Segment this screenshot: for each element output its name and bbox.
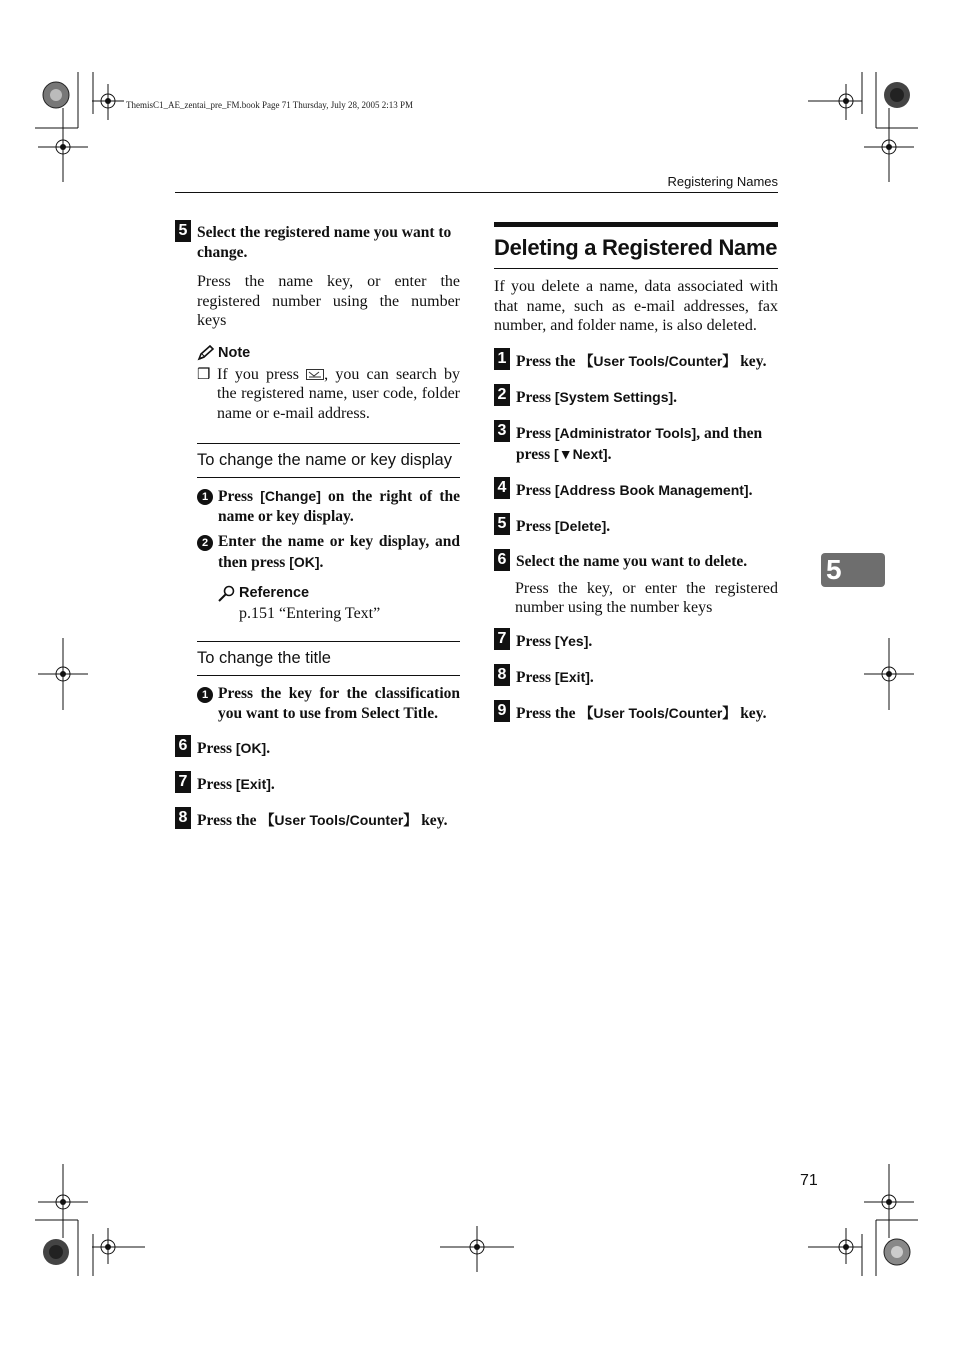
step-5-body: Press the name key, or enter the registered number using the number keys xyxy=(197,273,460,330)
step-text: Select the registered name you want to change. xyxy=(197,224,452,261)
reference-block xyxy=(218,585,460,624)
step-number: 2 xyxy=(494,384,510,406)
user-tools-counter-key-label: 【User Tools/Counter】 xyxy=(579,704,737,721)
subsection-rule-bottom xyxy=(197,477,460,478)
step-number: 8 xyxy=(175,807,191,829)
delete-step-5: 5 Press [Delete]. xyxy=(494,513,778,537)
subsection-title-change-title: To change the title xyxy=(197,649,331,668)
exit-key-label: [Exit] xyxy=(554,668,590,685)
note-checkbox-icon: ❒ xyxy=(197,366,211,383)
subsection2-rule-bottom xyxy=(197,675,460,676)
step-number: 7 xyxy=(175,771,191,793)
reference-title: Reference xyxy=(239,585,310,602)
pencil-note-icon xyxy=(197,345,215,361)
chapter-tab: 5 xyxy=(821,553,885,587)
address-book-management-key-label: [Address Book Management] xyxy=(554,481,749,498)
subsection-rule-top xyxy=(197,443,460,444)
delete-step-8: 8 Press [Exit]. xyxy=(494,664,778,688)
step-6: 6 Press [OK]. xyxy=(175,735,460,759)
user-tools-counter-key-label: 【User Tools/Counter】 xyxy=(579,352,737,369)
step-number: 5 xyxy=(494,513,510,535)
system-settings-key-label: [System Settings] xyxy=(554,388,674,405)
delete-step-1: 1 Press the 【User Tools/Counter】 key. xyxy=(494,348,778,372)
step-number: 4 xyxy=(494,477,510,499)
step-number: 5 xyxy=(175,220,191,242)
step-number: 7 xyxy=(494,628,510,650)
yes-key-label: [Yes] xyxy=(554,632,589,649)
note-text: If you press , you can search by the registered name, user code, folder name or e-mail address. xyxy=(217,365,460,422)
ok-key-label: [OK] xyxy=(289,553,320,570)
substep-number: 1 xyxy=(197,687,213,703)
delete-step-7: 7 Press [Yes]. xyxy=(494,628,778,652)
search-key-icon xyxy=(306,369,324,380)
change-key-label: [Change] xyxy=(260,487,321,504)
section-rule-thick xyxy=(494,222,778,227)
delete-key-label: [Delete] xyxy=(554,517,607,534)
section-rule-thin xyxy=(494,268,778,269)
delete-step-6-body: Press the key, or enter the registered number using the number keys xyxy=(515,579,778,617)
substep-2: 2 Enter the name or key display, and then press [OK]. xyxy=(197,532,460,573)
step-number: 8 xyxy=(494,664,510,686)
step-number: 1 xyxy=(494,348,510,370)
exit-key-label: [Exit] xyxy=(235,776,271,793)
reference-text: p.151 “Entering Text” xyxy=(239,604,381,622)
user-tools-counter-key-label: 【User Tools/Counter】 xyxy=(260,812,418,829)
delete-step-2: 2 Press [System Settings]. xyxy=(494,384,778,408)
next-key-label: [▼Next] xyxy=(554,445,608,462)
section-title: Deleting a Registered Name xyxy=(494,235,778,260)
step-7: 7 Press [Exit]. xyxy=(175,771,460,795)
step-5 xyxy=(175,220,460,263)
step-8: 8 Press the 【User Tools/Counter】 key. xyxy=(175,807,460,831)
substep-text: Press the key for the classification you want to use from Select Title. xyxy=(218,685,460,723)
substep-number: 1 xyxy=(197,489,213,505)
note-block xyxy=(197,345,460,424)
magnifier-reference-icon xyxy=(218,585,236,602)
step-number: 6 xyxy=(175,735,191,757)
delete-step-9: 9 Press the 【User Tools/Counter】 key. xyxy=(494,700,778,724)
administrator-tools-key-label: [Administrator Tools] xyxy=(554,424,697,441)
print-info-line: ThemisC1_AE_zentai_pre_FM.book Page 71 Thursday, July 28, 2005 2:13 PM xyxy=(126,100,413,110)
page-number: 71 xyxy=(800,1172,818,1189)
step-text: Select the name you want to delete. xyxy=(516,552,748,570)
delete-step-3: 3 Press [Administrator Tools], and then press [▼Next]. xyxy=(494,420,778,465)
substep-title-1 xyxy=(197,684,460,724)
step-number: 6 xyxy=(494,549,510,571)
ok-key-label: [OK] xyxy=(235,740,267,757)
subsection-title-name-key: To change the name or key display xyxy=(197,450,452,469)
header-rule xyxy=(175,192,778,193)
step-number: 3 xyxy=(494,420,510,442)
subsection2-rule-top xyxy=(197,641,460,642)
running-head: Registering Names xyxy=(667,174,778,189)
section-intro: If you delete a name, data associated with that name, such as e-mail addresses, fax number, and folder name, is also deleted. xyxy=(494,278,778,335)
delete-step-6 xyxy=(494,549,778,572)
delete-step-4: 4 Press [Address Book Management]. xyxy=(494,477,778,501)
step-number: 9 xyxy=(494,700,510,722)
substep-number: 2 xyxy=(197,535,213,551)
left-column xyxy=(175,220,460,831)
right-column xyxy=(494,222,778,724)
note-title: Note xyxy=(218,344,251,361)
substep-1: 1 Press [Change] on the right of the name or key display. xyxy=(197,486,460,527)
